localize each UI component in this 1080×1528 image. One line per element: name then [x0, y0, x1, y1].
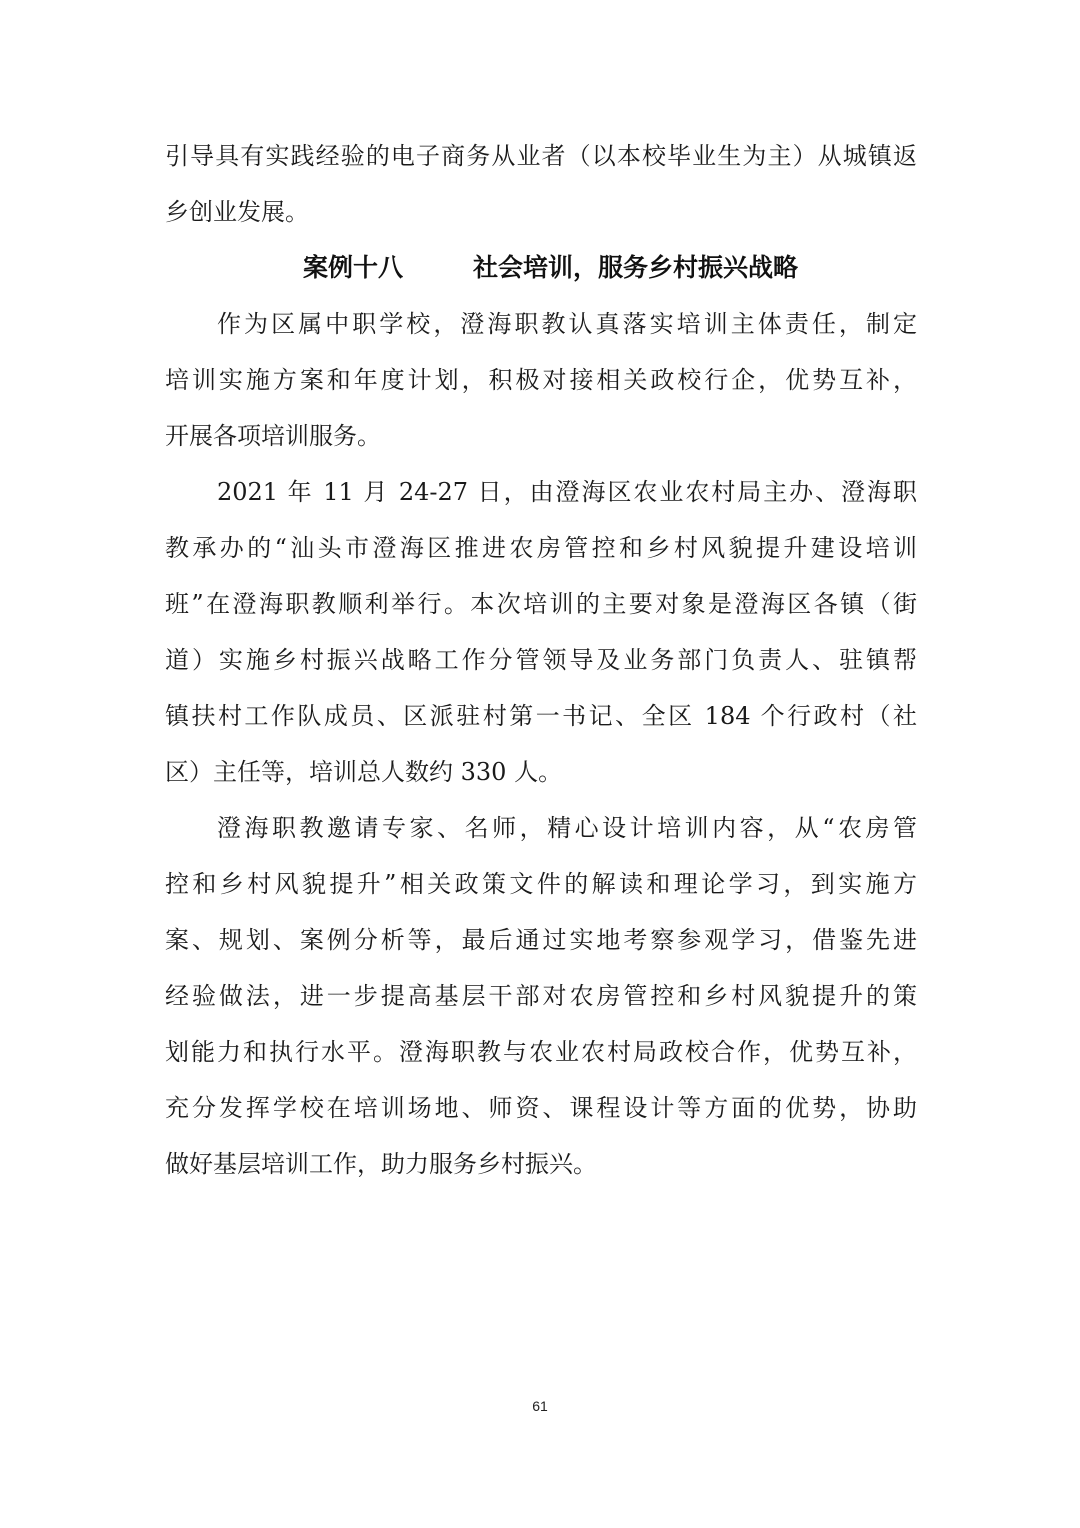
- text-line: 开展各项培训服务。: [165, 422, 381, 450]
- text-line: 划能力和执行水平。澄海职教与农业农村局政校合作，优势互补，: [165, 1038, 917, 1066]
- text-line: 2021 年 11 月 24-27 日，由澄海区农业农村局主办、澄海职: [217, 478, 917, 506]
- paragraph-continuation: [165, 128, 917, 240]
- text-line: 控和乡村风貌提升”相关政策文件的解读和理论学习，到实施方: [165, 870, 917, 898]
- text-line: 教承办的“汕头市澄海区推进农房管控和乡村风貌提升建设培训: [165, 534, 917, 562]
- text-line: 引导具有实践经验的电子商务从业者（以本校毕业生为主）从城镇返: [165, 142, 917, 170]
- text-line: 做好基层培训工作，助力服务乡村振兴。: [165, 1150, 597, 1178]
- case-title: 社会培训，服务乡村振兴战略: [473, 253, 799, 282]
- text-line: 区）主任等，培训总人数约 330 人。: [165, 758, 563, 786]
- text-line: 作为区属中职学校，澄海职教认真落实培训主体责任，制定: [217, 310, 917, 338]
- text-line: 案、规划、案例分析等，最后通过实地考察参观学习，借鉴先进: [165, 926, 917, 954]
- text-line: 经验做法，进一步提高基层干部对农房管控和乡村风貌提升的策: [165, 982, 917, 1010]
- text-line: 镇扶村工作队成员、区派驻村第一书记、全区 184 个行政村（社: [165, 702, 917, 730]
- paragraph-event: [165, 464, 917, 800]
- text-line: 道）实施乡村振兴战略工作分管领导及业务部门负责人、驻镇帮: [165, 646, 917, 674]
- text-line: 澄海职教邀请专家、名师，精心设计培训内容，从“农房管: [217, 814, 917, 842]
- text-line: 班”在澄海职教顺利举行。本次培训的主要对象是澄海区各镇（街: [165, 590, 917, 618]
- page-number: 61: [532, 1398, 548, 1414]
- paragraph-intro: [165, 296, 917, 464]
- case-number: 案例十八: [303, 253, 404, 282]
- text-line: 乡创业发展。: [165, 198, 309, 226]
- paragraph-content: [165, 800, 917, 1192]
- text-line: 充分发挥学校在培训场地、师资、课程设计等方面的优势，协助: [165, 1094, 917, 1122]
- text-line: 培训实施方案和年度计划，积极对接相关政校行企，优势互补，: [165, 366, 917, 394]
- document-page-body: [165, 128, 917, 1192]
- case-heading: [165, 240, 917, 296]
